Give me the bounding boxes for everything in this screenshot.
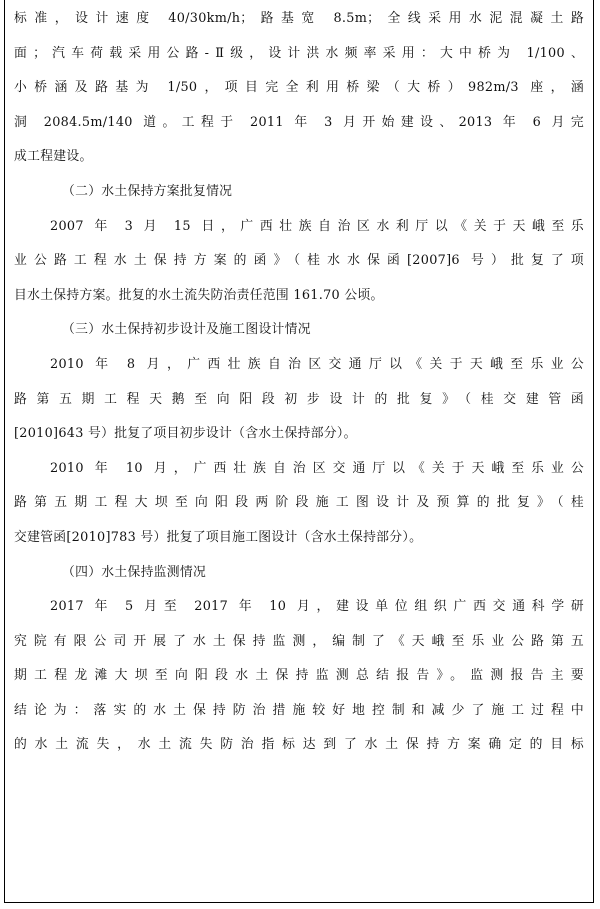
- text-line: 小桥涵及路基为 1/50，项目完全利用桥梁（大桥）982m/3 座，涵: [14, 80, 584, 96]
- text-line: 2007 年 3 月 15 日，广西壮族自治区水利厅以《关于天峨至乐: [50, 218, 584, 234]
- text-line: 期工程龙滩大坝至向阳段水土保持监测总结报告》。监测报告主要: [14, 668, 584, 684]
- text-line: 业公路工程水土保持方案的函》（桂水水保函[2007]6 号）批复了项: [14, 253, 584, 269]
- text-line: 路第五期工程大坝至向阳段两阶段施工图设计及预算的批复》（桂: [14, 495, 584, 511]
- section-heading: （二）水土保持方案批复情况: [62, 183, 233, 199]
- text-line: 目水土保持方案。批复的水土流失防治责任范围 161.70 公顷。: [14, 287, 384, 303]
- text-line: 路第五期工程天鹅至向阳段初步设计的批复》（桂交建管函: [14, 391, 584, 407]
- text-line: 成工程建设。: [14, 149, 93, 165]
- text-line: 交建管函[2010]783 号）批复了项目施工图设计（含水土保持部分）。: [14, 529, 423, 545]
- text-line: [2010]643 号）批复了项目初步设计（含水土保持部分）。: [14, 426, 357, 442]
- section-heading: （四）水土保持监测情况: [62, 564, 207, 580]
- text-line: 标准，设计速度 40/30km/h；路基宽 8.5m；全线采用水泥混凝土路: [14, 11, 584, 26]
- section-heading: （三）水土保持初步设计及施工图设计情况: [62, 322, 311, 338]
- text-line: 究院有限公司开展了水土保持监测，编制了《天峨至乐业公路第五: [14, 633, 584, 649]
- text-line: 面；汽车荷载采用公路-Ⅱ级，设计洪水频率采用：大中桥为 1/100、: [14, 45, 584, 61]
- text-line: 2017 年 5 月至 2017 年 10 月，建设单位组织广西交通科学研: [50, 599, 584, 615]
- text-line: 的水土流失，水土流失防治指标达到了水土保持方案确定的目标: [14, 737, 584, 753]
- document-body: [14, 2, 584, 763]
- text-line: 洞 2084.5m/140 道。工程于 2011 年 3 月开始建设、2013 年 6 月完: [14, 114, 584, 130]
- text-line: 2010 年 8 月，广西壮族自治区交通厅以《关于天峨至乐业公: [50, 356, 584, 372]
- text-line: 结论为：落实的水土保持防治措施较好地控制和减少了施工过程中: [14, 702, 584, 718]
- text-line: 2010 年 10 月，广西壮族自治区交通厅以《关于天峨至乐业公: [50, 460, 584, 476]
